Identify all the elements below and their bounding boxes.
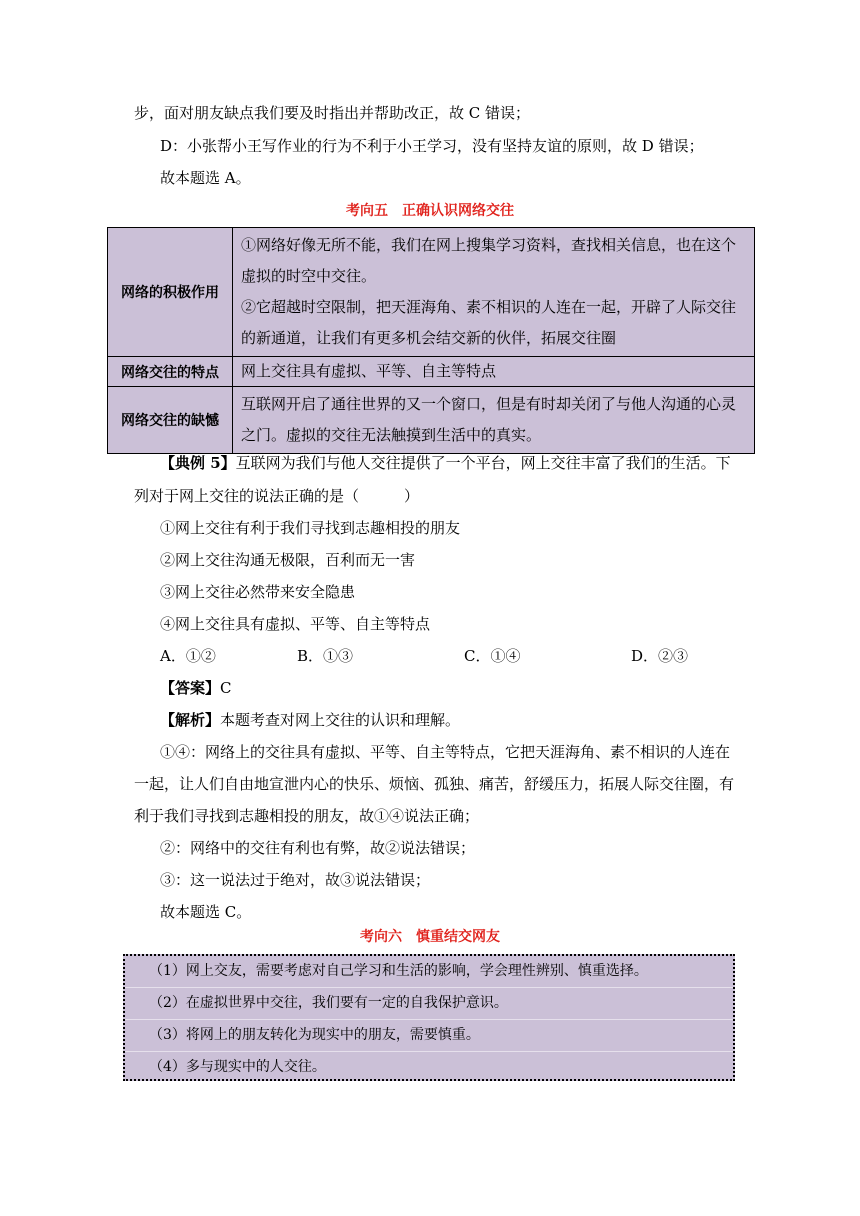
section-6-heading: 考向六 慎重结交网友 xyxy=(360,929,500,945)
explanation-2: ②：网络中的交往有利也有弊，故②说法错误； xyxy=(160,839,476,857)
row-text: 互联网开启了通往世界的又一个窗口，但是有时却关闭了与他人沟通的心灵 xyxy=(241,395,737,413)
list-item: （1）网上交友，需要考虑对自己学习和生活的影响，学会理性辨别、慎重选择。 xyxy=(125,956,733,988)
row-label: 网络交往的缺憾 xyxy=(108,387,233,454)
conclusion: 故本题选 C。 xyxy=(160,903,252,921)
intro-line-2: D：小张帮小王写作业的行为不利于小王学习，没有坚持友谊的原则，故 D 错误； xyxy=(160,137,704,155)
answer: 【答案】C xyxy=(160,679,232,697)
example-5-stem-2: 列对于网上交往的说法正确的是（ ） xyxy=(134,487,420,505)
analysis: 【解析】本题考查对网上交往的认识和理解。 xyxy=(160,711,461,729)
intro-line-3: 故本题选 A。 xyxy=(160,169,251,187)
table-row xyxy=(108,387,755,454)
list-item: ①网上交往有利于我们寻找到志趣相投的朋友 xyxy=(160,519,461,537)
explanation-1: ①④：网络上的交往具有虚拟、平等、自主等特点，它把天涯海角、素不相识的人连在 xyxy=(160,743,731,761)
table-row xyxy=(108,357,755,387)
row-text: ①网络好像无所不能，我们在网上搜集学习资料，查找相关信息，也在这个 xyxy=(241,236,737,254)
list-item: （3）将网上的朋友转化为现实中的朋友，需要慎重。 xyxy=(125,1020,733,1052)
row-label: 网络的积极作用 xyxy=(108,228,233,357)
option-b: B．①③ xyxy=(297,647,354,665)
section-6-box xyxy=(123,954,735,1081)
row-text: 之门。虚拟的交往无法触摸到生活中的真实。 xyxy=(241,426,542,444)
list-item: （4）多与现实中的人交往。 xyxy=(149,1059,326,1075)
row-text: ②它超越时空限制，把天涯海角、素不相识的人连在一起，开辟了人际交往 xyxy=(241,298,737,316)
option-c: C．①④ xyxy=(464,647,521,665)
intro-line-1: 步，面对朋友缺点我们要及时指出并帮助改正，故 C 错误； xyxy=(134,104,531,122)
option-d: D．②③ xyxy=(631,647,689,665)
explanation-1-end: 利于我们寻找到志趣相投的朋友，故①④说法正确； xyxy=(134,807,480,825)
row-text: 虚拟的时空中交往。 xyxy=(241,267,377,285)
table-row xyxy=(108,228,755,357)
list-item: ④网上交往具有虚拟、平等、自主等特点 xyxy=(160,615,431,633)
section-5-table xyxy=(107,227,755,454)
example-tag: 【典例 5】 xyxy=(160,454,236,472)
list-item: ③网上交往必然带来安全隐患 xyxy=(160,583,356,601)
row-text: 网上交往具有虚拟、平等、自主等特点 xyxy=(241,362,497,380)
option-a: A．①② xyxy=(160,647,216,665)
list-item: （2）在虚拟世界中交往，我们要有一定的自我保护意识。 xyxy=(125,988,733,1020)
section-5-heading: 考向五 正确认识网络交往 xyxy=(346,203,514,219)
row-text: 的新通道，让我们有更多机会结交新的伙伴，拓展交往圈 xyxy=(241,329,617,347)
explanation-1-cont: 一起，让人们自由地宣泄内心的快乐、烦恼、孤独、痛苦，舒缓压力，拓展人际交往圈，有 xyxy=(134,775,735,793)
row-label: 网络交往的特点 xyxy=(108,357,233,387)
example-5-stem: 【典例 5】互联网为我们与他人交往提供了一个平台，网上交往丰富了我们的生活。下 xyxy=(160,454,731,472)
list-item: ②网上交往沟通无极限，百利而无一害 xyxy=(160,551,416,569)
explanation-3: ③：这一说法过于绝对，故③说法错误； xyxy=(160,871,431,889)
